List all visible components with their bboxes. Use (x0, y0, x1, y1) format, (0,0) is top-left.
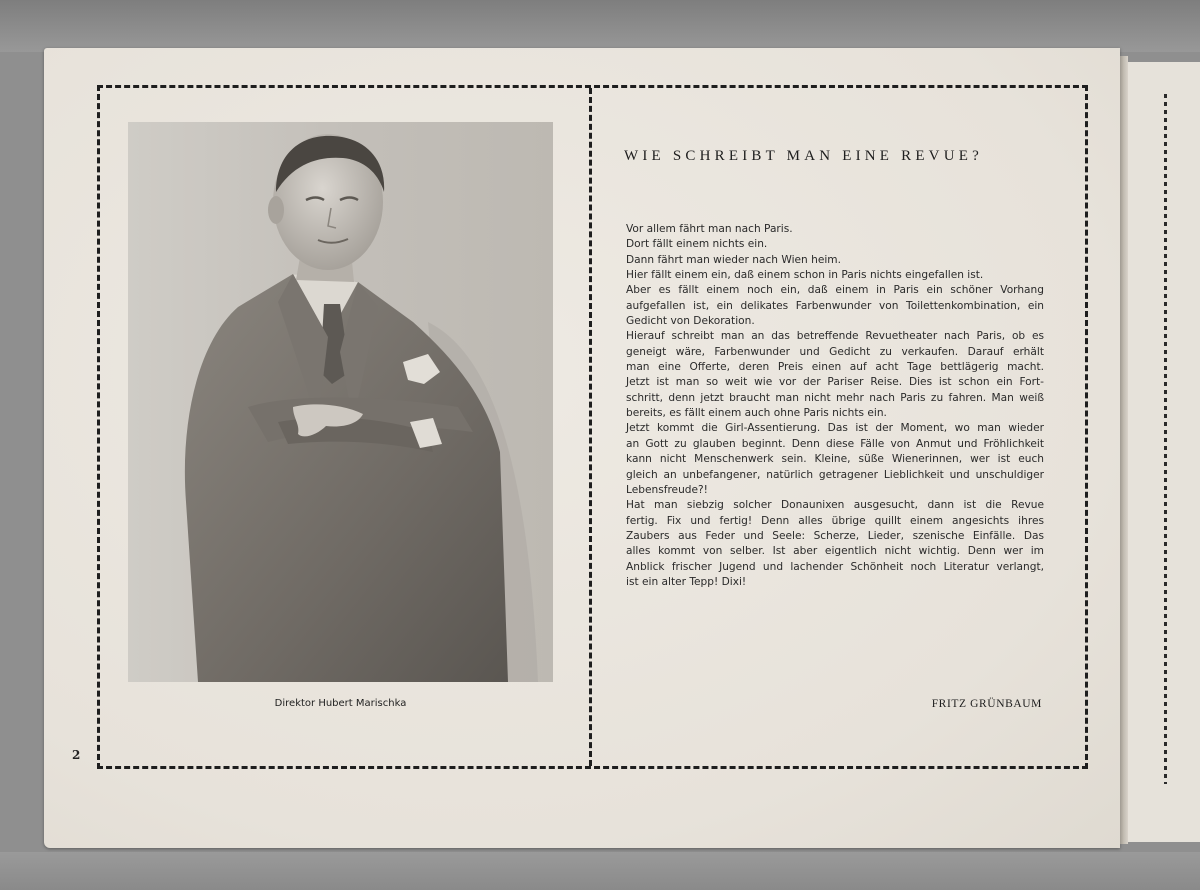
article-author: FRITZ GRÜNBAUM (931, 698, 1042, 710)
article-line: alles kommt von selber. Ist aber eigentlich nicht wichtig. Denn wer im (626, 545, 1044, 558)
article-body (626, 222, 1044, 590)
article-line: kann nicht Menschenwerk sein. Kleine, süße Wienerinnen, wer ist euch (626, 453, 1044, 466)
article-line: ist ein alter Tepp! Dixi! (626, 575, 747, 588)
article-line: Anblick frischer Jugend und lachender Schönheit noch Literatur verlangt, (626, 560, 1044, 573)
article-line: Aber es fällt einem noch ein, daß einem in Paris ein schöner Vorhang (626, 284, 1044, 297)
photo-caption: Direktor Hubert Marischka (274, 698, 407, 709)
article-title: WIE SCHREIBT MAN EINE REVUE? (624, 148, 983, 164)
scan-background-bottom (0, 852, 1200, 890)
facing-page-border (1164, 94, 1167, 784)
article-line: Zaubers aus Feder und Seele: Scherze, Lieder, szenische Einfälle. Das (626, 529, 1044, 542)
article-line: schritt, denn jetzt braucht man nicht mehr nach Paris zu fahren. Man weiß (626, 391, 1044, 404)
article-line: Jetzt ist man so weit wie vor der Pariser Reise. Dies ist schon ein Fort- (626, 376, 1044, 389)
portrait-illustration (128, 122, 553, 682)
article-line: Gedicht von Dekoration. (626, 315, 755, 328)
article-line: Vor allem fährt man nach Paris. (626, 223, 793, 235)
programme-page (44, 48, 1120, 848)
article-line: bereits, es fällt einem auch ohne Paris nichts ein. (626, 407, 887, 420)
article-line: Hat man siebzig solcher Donaunixen ausgesucht, dann ist die Revue (626, 499, 1044, 512)
dotted-column-divider (589, 88, 592, 766)
facing-page-edge (1126, 62, 1200, 842)
article-line: Lebensfreude?! (626, 483, 708, 496)
page-number: 2 (72, 748, 81, 762)
portrait-photo (128, 122, 553, 682)
article-line: gleich an unbefangener, natürlich getragener Lieblichkeit und unschuldiger (626, 468, 1044, 481)
article-line: geneigt wäre, Farbenwunder und Gedicht zu verkaufen. Darauf erhält (626, 345, 1044, 358)
article-line: Jetzt kommt die Girl-Assentierung. Das ist der Moment, wo man wieder (626, 422, 1044, 435)
article-line: man eine Offerte, deren Preis einen auf acht Tage bettlägerig macht. (626, 361, 1044, 374)
scan-background-top (0, 0, 1200, 52)
article-line: an Gott zu glauben beginnt. Denn diese Fälle von Anmut und Fröhlichkeit (626, 437, 1044, 450)
article-line: Hier fällt einem ein, daß einem schon in Paris nichts eingefallen ist. (626, 269, 984, 282)
article-line: fertig. Fix und fertig! Denn alles übrige quillt einem angesichts ihres (626, 514, 1044, 527)
article-line: aufgefallen ist, ein delikates Farbenwunder von Toilettenkombination, ein (626, 299, 1044, 312)
article-line: Dann fährt man wieder nach Wien heim. (626, 253, 841, 266)
article-line: Hierauf schreibt man an das betreffende Revuetheater nach Paris, ob es (626, 330, 1044, 343)
article-line: Dort fällt einem nichts ein. (626, 238, 768, 251)
